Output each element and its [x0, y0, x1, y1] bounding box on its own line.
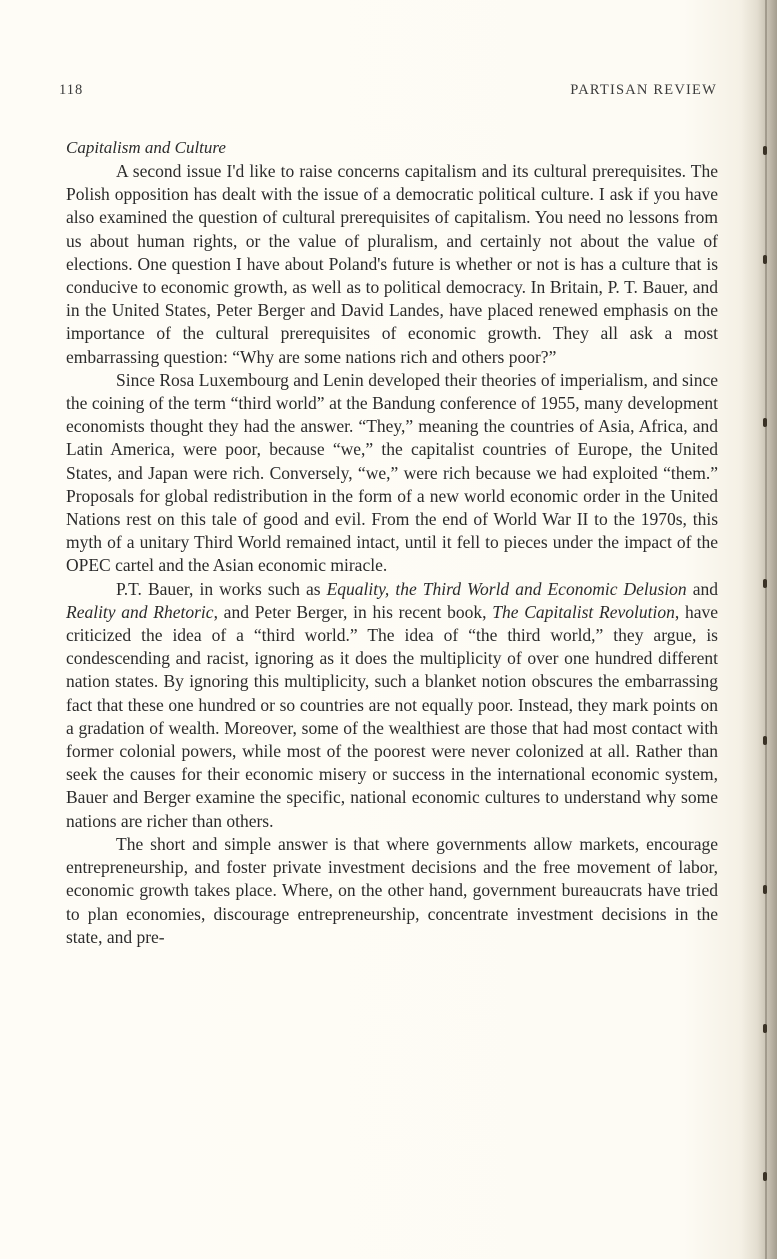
- binding-mark: [763, 418, 767, 427]
- binding-mark: [763, 255, 767, 264]
- section-heading: Capitalism and Culture: [66, 138, 226, 157]
- page-edge-line: [765, 0, 767, 1259]
- book-title-italic: Reality and Rhetoric: [66, 601, 214, 622]
- binding-gutter: [741, 0, 777, 1259]
- text-segment: P.T. Bauer, in works such as: [116, 578, 327, 599]
- text-segment: , and Peter Berger, in his recent book,: [213, 601, 493, 622]
- binding-mark: [763, 1024, 767, 1033]
- body-text: [66, 136, 718, 949]
- binding-mark: [763, 579, 767, 588]
- book-title-italic: Equality, the Third World and Economic Delusion: [326, 578, 687, 599]
- paragraph: [66, 578, 718, 833]
- paragraph: Since Rosa Luxembourg and Lenin developed their theories of imperialism, and since the coining of the term “third world” at the Bandung conference of 1955, many development economists thought they had the answer. “They,” meaning the countries of Asia, Africa, and Latin America, were poor, because “we,” the capitalist countries of Europe, the United States, and Japan were rich. Conversely, “we,” were rich because we had exploited “them.” Proposals for global redistribution in the form of a new world economic order in the United Nations rest on this tale of good and evil. From the end of World War II to the 1970s, this myth of a unitary Third World remained intact, until it fell to pieces under the impact of the OPEC cartel and the Asian economic miracle.: [66, 369, 718, 576]
- binding-mark: [763, 146, 767, 155]
- book-title-italic: The Capitalist Revolution: [492, 601, 675, 622]
- running-title: PARTISAN REVIEW: [570, 82, 717, 98]
- binding-mark: [763, 1172, 767, 1181]
- page-header: [59, 82, 717, 104]
- paragraph: The short and simple answer is that where governments allow markets, encourage entrepreneurship, and foster private investment decisions and the free movement of labor, economic growth takes place. Where, on the other hand, government bureaucrats have tried to plan economies, discourage entrepreneurship, concentrate investment decisions in the state, and pre-: [66, 833, 718, 947]
- binding-mark: [763, 736, 767, 745]
- binding-mark: [763, 885, 767, 894]
- text-segment: , have criticized the idea of a “third world.” The idea of “the third world,” they argue, is condescending and racist, ignoring as it does the multiplicity of over one hundred different nation states. By ignoring this multiplicity, such a blanket notion obscures the embarrassing fact that these one hundred or so countries are not equally poor. Instead, they mark points on a gradation of wealth. Moreover, some of the wealthiest are those that had most contact with former colonial powers, while most of the poorest were never colonized at all. Rather than seek the causes for their economic misery or success in the international economic system, Bauer and Berger examine the specific, national economic cultures to understand why some nations are richer than others.: [66, 601, 718, 831]
- paragraph: A second issue I'd like to raise concerns capitalism and its cultural prerequisites. The Polish opposition has dealt with the issue of a democratic political culture. I ask if you have also examined the question of cultural prerequisites of capitalism. You need no lessons from us about human rights, or the value of pluralism, and certainly not about the value of elections. One question I have about Poland's future is whether or not is has a culture that is conducive to economic growth, as well as to political democracy. In Britain, P. T. Bauer, and in the United States, Peter Berger and David Landes, have placed renewed emphasis on the importance of the cultural prerequisites of economic growth. They all ask a most embarrassing question: “Why are some nations rich and others poor?”: [66, 161, 718, 367]
- text-segment: and: [686, 578, 718, 599]
- page-number: 118: [59, 82, 84, 98]
